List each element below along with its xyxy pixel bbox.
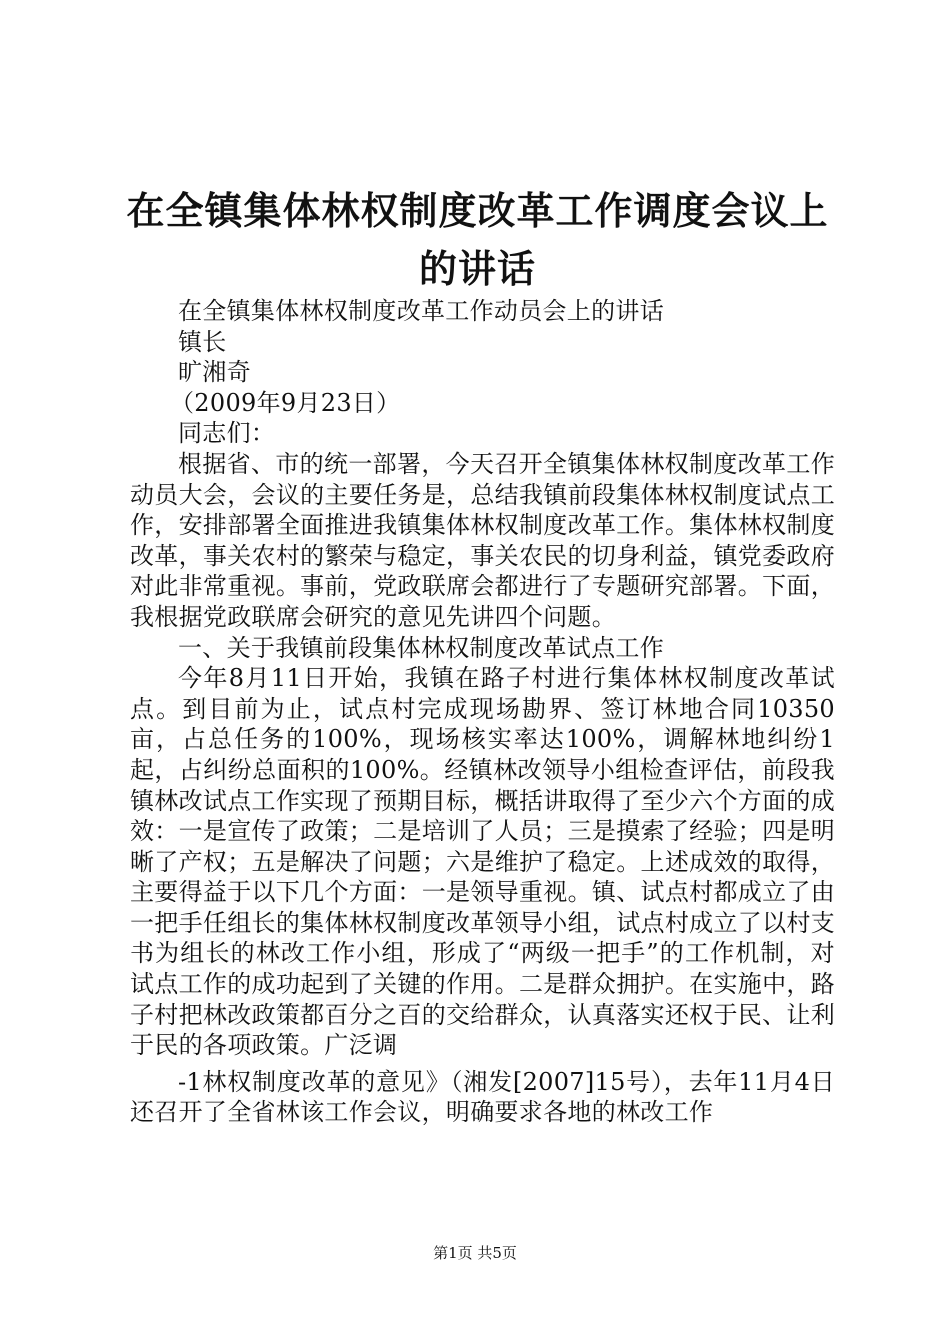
speech-date: （2009年9月23日） — [170, 388, 401, 417]
page-number: 第1页 共5页 — [433, 1244, 517, 1262]
document-body — [130, 296, 835, 1128]
speaker-role: 镇长 — [178, 327, 227, 356]
section-heading-1: 一、关于我镇前段集体林权制度改革试点工作 — [178, 633, 664, 662]
subtitle: 在全镇集体林权制度改革工作动员会上的讲话 — [178, 297, 664, 325]
speaker-name: 旷湘奇 — [178, 358, 251, 387]
paragraph-intro: 根据省、市的统一部署，今天召开全镇集体林权制度改革工作动员大会，会议的主要任务是，总结我镇前段集体林权制度试点工作，安排部署全面推进我镇集体林权制度改革工作。集体林权制度改革，事关农村的繁荣与稳定，事关农民的切身利益，镇党委政府对此非常重视。事前，党政联席会都进行了专题研究部署。下面，我根据党政联席会研究的意见先讲四个问题。 — [130, 449, 835, 631]
paragraph-continued: -1林权制度改革的意见》（湘发[2007]15号），去年11月4日还召开了全省林该工作会议，明确要求各地的林改工作 — [130, 1067, 835, 1127]
document-title: 在全镇集体林权制度改革工作调度会议上的讲话 — [126, 189, 829, 291]
salutation: 同志们： — [178, 419, 276, 448]
paragraph-pilot-work: 今年8月11日开始，我镇在路子村进行集体林权制度改革试点。到目前为止，试点村完成现场勘界、签订林地合同10350亩，占总任务的100%，现场核实率达100%，调解林地纠纷1起，占纠纷总面积的100%。经镇林改领导小组检查评估，前段我镇林改试点工作实现了预期目标，概括讲取得了至少六个方面的成效：一是宣传了政策；二是培训了人员；三是摸索了经验；四是明晰了产权；五是解决了问题；六是维护了稳定。上述成效的取得，主要得益于以下几个方面：一是领导重视。镇、试点村都成立了由一把手任组长的集体林权制度改革领导小组，试点村成立了以村支书为组长的林改工作小组，形成了“两级一把手”的工作机制，对试点工作的成功起到了关键的作用。二是群众拥护。在实施中，路子村把林改政策都百分之百的交给群众，认真落实还权于民、让利于民的各项政策。广泛调 — [130, 664, 835, 1060]
